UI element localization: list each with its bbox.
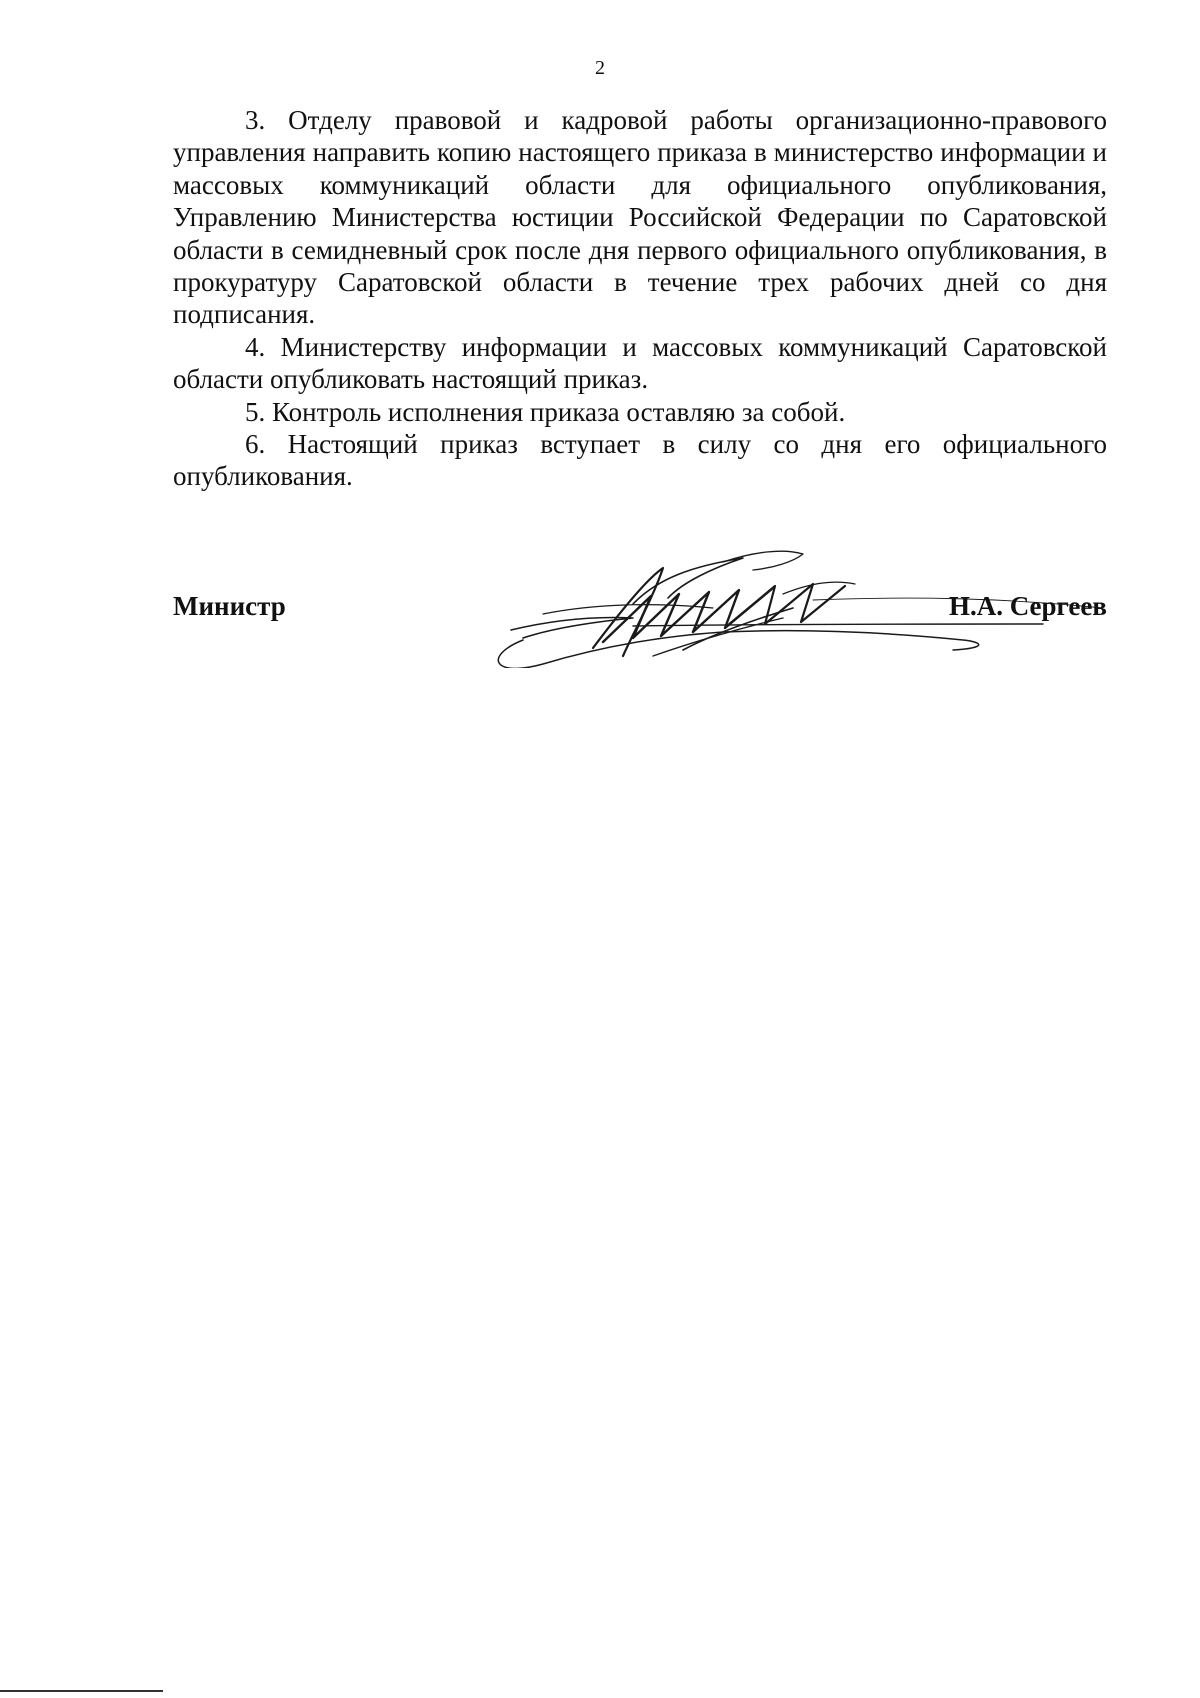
order-body — [173, 104, 1107, 493]
paragraph-3: 3. Отделу правовой и кадровой работы организационно-правового управления направить копию настоящего приказа в министерство информации и массовых коммуникаций области для официального опубликования, Управлению Министерства юстиции Российской Федерации по Саратовской области в семидневный срок после дня первого официального опубликования, в прокуратуру Саратовской области в течение трех рабочих дней со дня подписания. — [173, 105, 1107, 330]
footer-rule — [0, 1690, 163, 1692]
signatory-title: Министр — [173, 591, 286, 621]
paragraph-6: 6. Настоящий приказ вступает в силу со дня его официального опубликования. — [173, 429, 1107, 492]
paragraph-4: 4. Министерству информации и массовых коммуникаций Саратовской области опубликовать настоящий приказ. — [173, 331, 1107, 395]
signatory-name: Н.А. Сергеев — [948, 591, 1107, 621]
signature-block — [173, 580, 1107, 670]
paragraph-5: 5. Контроль исполнения приказа оставляю за собой. — [245, 396, 846, 427]
page-number: 2 — [595, 57, 605, 79]
